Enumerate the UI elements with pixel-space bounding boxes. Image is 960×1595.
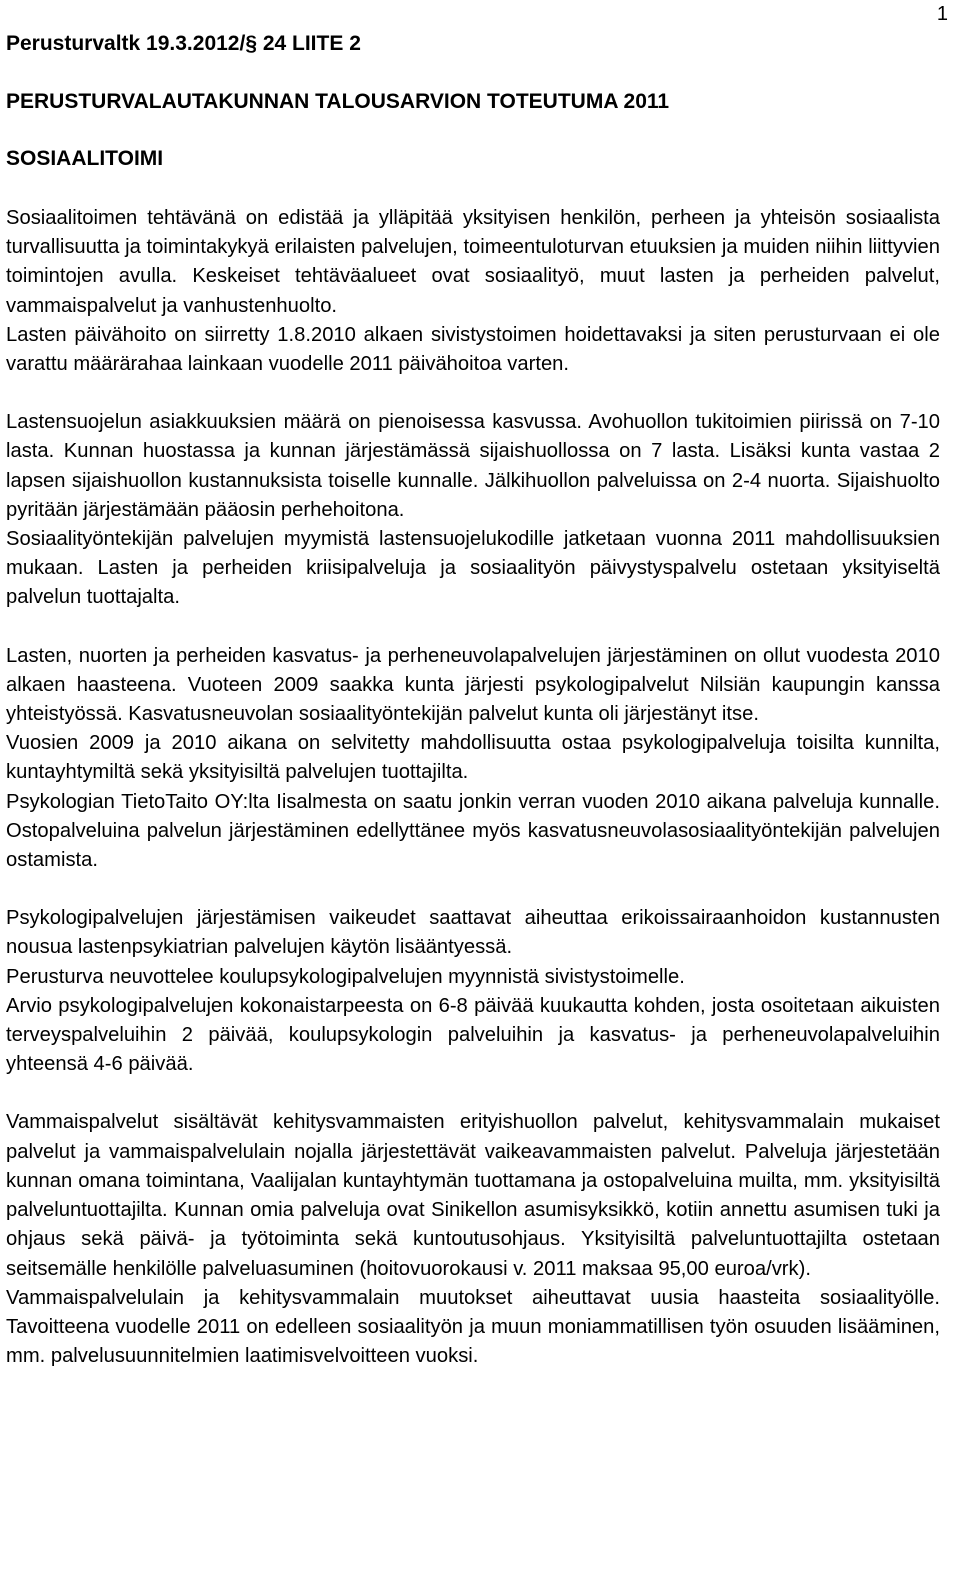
page-number: 1: [936, 3, 948, 25]
paragraph-school-psychologist: Perusturva neuvottelee koulupsykologipalvelujen myynnistä sivistystoimelle.: [6, 965, 685, 988]
paragraph-purpose: Sosiaalitoimen tehtävänä on edistää ja ylläpitää yksityisen henkilön, perheen ja yhteisön sosiaalista turvallisuutta ja toimintakykyä erilaisten palvelujen, toimeentuloturvan etuuksien ja muiden niihin liittyvien toimintojen avulla. Keskeiset tehtäväalueet ovat sosiaalityö, muut lasten ja perheiden palvelut, vammaispalvelut ja vanhustenhuolto.: [6, 207, 940, 317]
document-body: [6, 204, 940, 1371]
paragraph-social-worker-services: Sosiaalityöntekijän palvelujen myymistä lastensuojelukodille jatketaan vuonna 2011 mahdollisuuksien mukaan. Lasten ja perheiden kriisipalveluja ja sosiaalityön päivystyspalvelu ostetaan yksityiseltä palvelun tuottajalta.: [6, 528, 940, 609]
paragraph-psychology-estimate: Arvio psykologipalvelujen kokonaistarpeesta on 6-8 päivää kuukautta kohden, josta osoitetaan aikuisten terveyspalveluihin 2 päivää, koulupsykologin palveluihin ja kasvatus- ja perheneuvolapalveluihin yhteensä 4-6 päivää.: [6, 994, 940, 1076]
document-reference: Perusturvaltk 19.3.2012/§ 24 LIITE 2: [6, 32, 361, 55]
main-title: PERUSTURVALAUTAKUNNAN TALOUSARVION TOTEUTUMA 2011: [6, 90, 670, 113]
paragraph-disability-services: Vammaispalvelut sisältävät kehitysvammaisten erityishuollon palvelut, kehitysvammalain mukaiset palvelut ja vammaispalvelulain nojalla järjestettävät vaikeavammaisten palvelut. Palveluja järjestetään kunnan omana toimintana, Vaalijalan kuntayhtymän tuottamana ja ostopalveluina muilta, mm. yksityisiltä palveluntuottajilta. Kunnan omia palveluja ovat Sinikellon asumisyksikkö, kotiin annettu asumisen tuki ja ohjaus sekä päivä- ja työtoiminta sekä kuntoutusohjaus. Yksityisiltä palveluntuottajilta ostetaan seitsemälle henkilölle palveluasuminen (hoitovuorokausi v. 2011 maksaa 95,00 euroa/vrk).: [6, 1111, 940, 1280]
paragraph-family-counselling: Lasten, nuorten ja perheiden kasvatus- ja perheneuvolapalvelujen järjestäminen on ollut vuodesta 2010 alkaen haasteena. Vuoteen 2009 saakka kunta järjesti psykologipalvelut Nilsiän kaupungin kanssa yhteistyössä. Kasvatusneuvolan sosiaalityöntekijän palvelut kunta oli järjestänyt itse.: [6, 644, 940, 726]
paragraph-legislation-changes: Vammaispalvelulain ja kehitysvammalain muutokset aiheuttavat uusia haasteita sosiaalityölle. Tavoitteena vuodelle 2011 on edelleen sosiaalityön ja muun moniammatillisen työn osuuden lisääminen, mm. palvelusuunnitelmien laatimisvelvoitteen vuoksi.: [6, 1286, 940, 1368]
paragraph-child-protection: Lastensuojelun asiakkuuksien määrä on pienoisessa kasvussa. Avohuollon tukitoimien piirissä on 7-10 lasta. Kunnan huostassa ja kunnan järjestämässä sijaishuollossa on 7 lasta. Lisäksi kunta vastaa 2 lapsen sijaishuollon kustannuksista toiselle kunnalle. Jälkihuollon palveluissa on 2-4 nuorta. Sijaishuolto pyritään järjestämään pääosin perhehoitona.: [6, 411, 940, 521]
paragraph-psychology-difficulties: Psykologipalvelujen järjestämisen vaikeudet saattavat aiheuttaa erikoissairaanhoidon kustannusten nousua lastenpsykiatrian palvelujen käytön lisääntyessä.: [6, 907, 940, 959]
paragraph-purchase-survey: Vuosien 2009 ja 2010 aikana on selvitetty mahdollisuutta ostaa psykologipalveluja toisilta kunnilta, kuntayhtymiltä sekä yksityisiltä palvelujen tuottajilta.: [6, 732, 940, 784]
paragraph-daycare: Lasten päivähoito on siirretty 1.8.2010 alkaen sivistystoimen hoidettavaksi ja siten perusturvaan ei ole varattu määrärahaa lainkaan vuodelle 2011 päivähoitoa varten.: [6, 323, 940, 376]
paragraph-psychology-provider: Psykologian TietoTaito OY:lta Iisalmesta on saatu jonkin verran vuoden 2010 aikana palveluja kunnalle. Ostopalveluina palvelun järjestäminen edellyttänee myös kasvatusneuvolasosiaalityöntekijän palvelujen ostamista.: [6, 790, 940, 872]
section-title: SOSIAALITOIMI: [6, 147, 164, 170]
